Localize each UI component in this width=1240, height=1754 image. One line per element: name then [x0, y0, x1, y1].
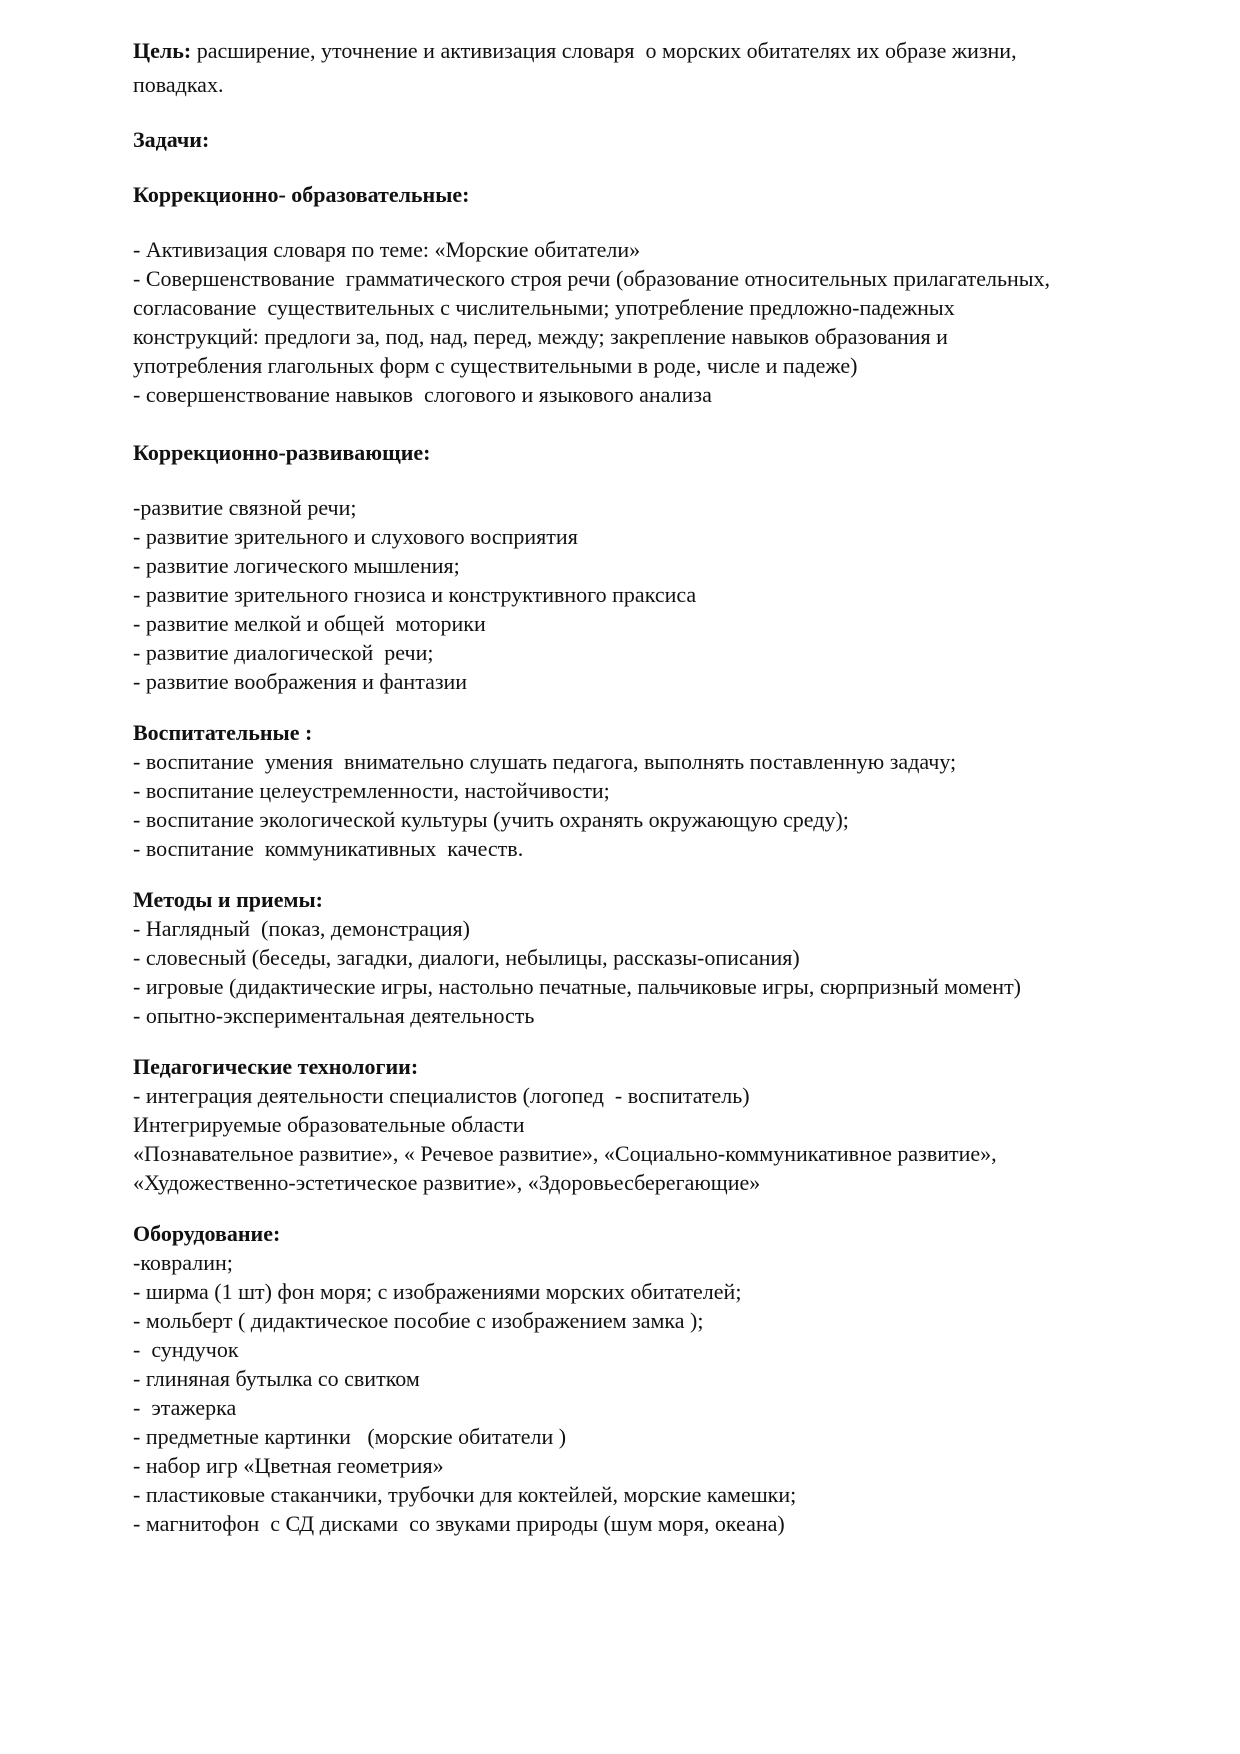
methods-item: - опытно-экспериментальная деятельность — [133, 1003, 535, 1028]
equipment-heading: Оборудование: — [133, 1221, 281, 1246]
correctional-educational-item: - совершенствование навыков слогового и языкового анализа — [133, 382, 712, 407]
correctional-developing-heading: Коррекционно-развивающие: — [133, 440, 431, 465]
educational-item: - воспитание экологической культуры (учить охранять окружающую среду); — [133, 807, 849, 832]
equipment-item: - этажерка — [133, 1395, 237, 1420]
technologies-item: «Познавательное развитие», « Речевое развитие», «Социально-коммуникативное развитие», — [133, 1141, 997, 1166]
equipment-item: - ширма (1 шт) фон моря; с изображениями морских обитателей; — [133, 1279, 742, 1304]
correctional-developing-item: - развитие логического мышления; — [133, 553, 460, 578]
educational-item: - воспитание умения внимательно слушать педагога, выполнять поставленную задачу; — [133, 749, 957, 774]
equipment-item: - магнитофон с СД дисками со звуками природы (шум моря, океана) — [133, 1511, 785, 1536]
correctional-educational-item: - Совершенствование грамматического строя речи (образование относительных прилагательных, — [133, 266, 1051, 291]
goal-text-continued: повадках. — [133, 72, 224, 97]
correctional-educational-item: употребления глагольных форм с существительными в роде, числе и падеже) — [133, 353, 858, 378]
tasks-heading: Задачи: — [133, 127, 210, 152]
correctional-developing-item: - развитие зрительного гнозиса и конструктивного праксиса — [133, 582, 697, 607]
methods-item: - словесный (беседы, загадки, диалоги, небылицы, рассказы-описания) — [133, 945, 800, 970]
methods-item: - Наглядный (показ, демонстрация) — [133, 916, 470, 941]
goal-label: Цель: — [133, 38, 192, 63]
correctional-developing-item: -развитие связной речи; — [133, 495, 357, 520]
equipment-item: - сундучок — [133, 1337, 239, 1362]
correctional-educational-item: согласование существительных с числительными; употребление предложно-падежных — [133, 295, 955, 320]
correctional-educational-item: - Активизация словаря по теме: «Морские обитатели» — [133, 237, 641, 262]
technologies-heading: Педагогические технологии: — [133, 1054, 419, 1079]
equipment-item: - мольберт ( дидактическое пособие с изображением замка ); — [133, 1308, 704, 1333]
educational-item: - воспитание целеустремленности, настойчивости; — [133, 778, 610, 803]
equipment-item: - глиняная бутылка со свитком — [133, 1366, 420, 1391]
equipment-item: - пластиковые стаканчики, трубочки для коктейлей, морские камешки; — [133, 1482, 797, 1507]
educational-item: - воспитание коммуникативных качеств. — [133, 836, 524, 861]
goal-text: расширение, уточнение и активизация словаря о морских обитателях их образе жизни, — [191, 38, 1017, 63]
correctional-developing-item: - развитие диалогической речи; — [133, 640, 434, 665]
technologies-item: «Художественно-эстетическое развитие», «Здоровьесберегающие» — [133, 1170, 761, 1195]
equipment-item: - набор игр «Цветная геометрия» — [133, 1453, 444, 1478]
equipment-item: - предметные картинки (морские обитатели ) — [133, 1424, 567, 1449]
correctional-developing-item: - развитие воображения и фантазии — [133, 669, 468, 694]
technologies-item: - интеграция деятельности специалистов (логопед - воспитатель) — [133, 1083, 750, 1108]
methods-heading: Методы и приемы: — [133, 887, 323, 912]
correctional-developing-item: - развитие зрительного и слухового восприятия — [133, 524, 578, 549]
correctional-developing-item: - развитие мелкой и общей моторики — [133, 611, 486, 636]
correctional-educational-heading: Коррекционно- образовательные: — [133, 182, 470, 207]
technologies-item: Интегрируемые образовательные области — [133, 1112, 525, 1137]
equipment-item: -ковралин; — [133, 1250, 233, 1275]
educational-heading: Воспитательные : — [133, 720, 313, 745]
goal-line — [133, 36, 1180, 65]
correctional-educational-item: конструкций: предлоги за, под, над, перед, между; закрепление навыков образования и — [133, 324, 948, 349]
methods-item: - игровые (дидактические игры, настольно печатные, пальчиковые игры, сюрпризный момент) — [133, 974, 1022, 999]
